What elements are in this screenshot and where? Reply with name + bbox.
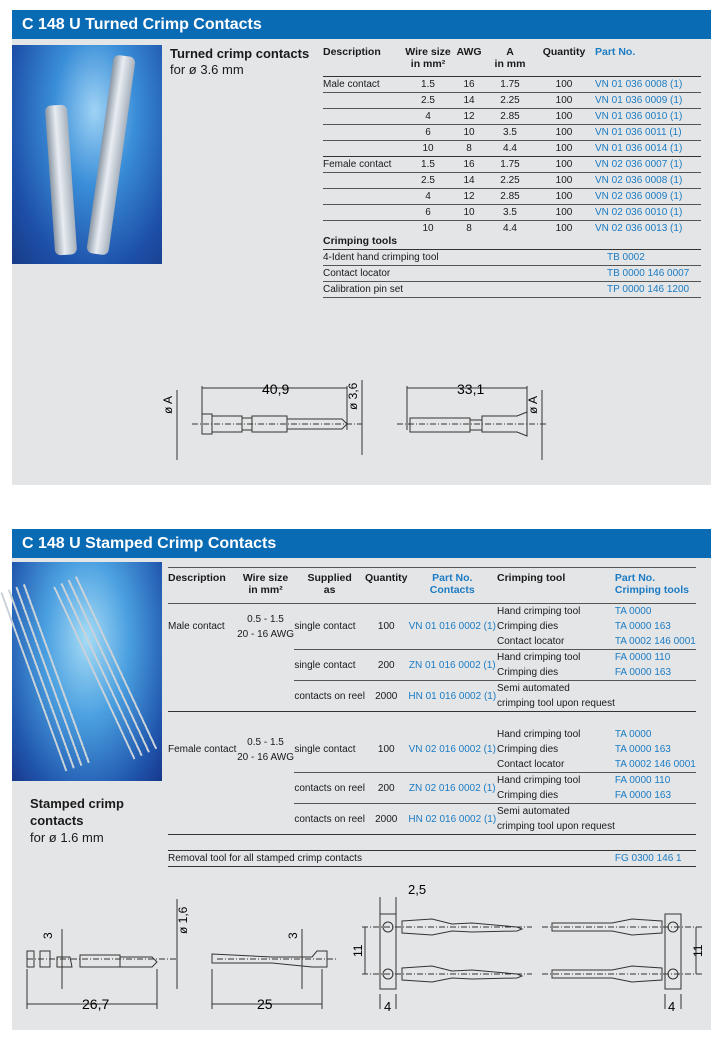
row-description: Male contact xyxy=(323,76,405,92)
table-row xyxy=(323,124,701,140)
turned-crimp-contacts-panel xyxy=(12,10,711,485)
header-description: Description xyxy=(168,572,226,584)
svg-text:26,7: 26,7 xyxy=(82,996,110,1012)
awg: 12 xyxy=(463,190,475,202)
header-part-tools: Part No. Crimping tools xyxy=(614,572,689,596)
crimping-tool: Crimping dies xyxy=(497,667,559,678)
wire-size: 2.5 xyxy=(421,94,435,106)
tool-part-link[interactable]: FA 0000 110 xyxy=(615,650,696,666)
table-row xyxy=(168,804,696,820)
a-mm: 2.25 xyxy=(500,94,520,106)
wire-size: 1.5 xyxy=(421,158,435,170)
quantity: 100 xyxy=(555,94,573,106)
table-row xyxy=(323,108,701,124)
svg-text:4: 4 xyxy=(384,999,392,1014)
tool-part-link[interactable] xyxy=(615,696,696,712)
quantity: 100 xyxy=(555,222,573,234)
tool-label: Contact locator xyxy=(323,268,391,279)
table-row xyxy=(168,604,696,620)
product-subtitle xyxy=(170,46,309,78)
part-number-link[interactable]: VN 01 036 0010 (1) xyxy=(595,110,683,122)
wire-size: 4 xyxy=(425,190,431,202)
part-number-link[interactable]: VN 01 036 0008 (1) xyxy=(595,78,683,90)
subtitle-bold: Turned crimp contacts xyxy=(170,46,310,61)
crimping-tool: Crimping dies xyxy=(497,621,559,632)
row-description-empty xyxy=(323,204,405,220)
section-title: C 148 U Turned Crimp Contacts xyxy=(12,10,711,39)
tool-part-link[interactable]: FA 0000 163 xyxy=(614,790,672,801)
table-row xyxy=(168,773,696,789)
wire-size: 1.5 xyxy=(421,78,435,90)
awg: 14 xyxy=(463,174,475,186)
turned-contacts-table xyxy=(323,46,701,236)
part-number-link[interactable]: HN 01 016 0002 (1) xyxy=(408,681,497,712)
part-number-link[interactable]: VN 02 036 0009 (1) xyxy=(595,190,683,202)
crimping-tools-table xyxy=(323,234,701,298)
tool-part-link[interactable] xyxy=(615,804,696,820)
awg: 14 xyxy=(463,94,475,106)
crimping-tool: Contact locator xyxy=(497,759,565,770)
tool-part-link[interactable]: TA 0000 xyxy=(614,729,652,740)
tool-part[interactable]: TB 0000 146 0007 xyxy=(607,268,690,279)
awg: 16 xyxy=(463,78,475,90)
tool-part[interactable]: TB 0002 xyxy=(607,252,645,263)
awg: 16 xyxy=(463,158,475,170)
removal-tool-part[interactable]: FG 0300 146 1 xyxy=(614,853,682,864)
tool-part-link[interactable]: FA 0000 163 xyxy=(614,667,672,678)
svg-text:33,1: 33,1 xyxy=(457,381,485,397)
quantity: 100 xyxy=(555,190,573,202)
header-crimping-tool: Crimping tool xyxy=(497,572,566,584)
tool-part-link[interactable]: FA 0000 110 xyxy=(615,773,696,789)
tool-part-link[interactable] xyxy=(615,819,696,835)
quantity: 100 xyxy=(377,621,395,632)
crimping-tool: crimping tool upon request xyxy=(497,821,615,832)
svg-text:ø 3,6: ø 3,6 xyxy=(346,382,360,410)
crimping-tool: crimping tool upon request xyxy=(497,698,615,709)
table-row xyxy=(168,727,696,742)
a-mm: 3.5 xyxy=(503,206,517,218)
table-row xyxy=(323,140,701,156)
table-row xyxy=(323,92,701,108)
header-wire-size: Wire size in mm² xyxy=(405,46,451,70)
wire-size: 6 xyxy=(425,206,431,218)
product-photo xyxy=(12,562,162,781)
tool-part[interactable]: TP 0000 146 1200 xyxy=(607,284,690,295)
crimping-tools-title: Crimping tools xyxy=(323,235,398,247)
awg: 8 xyxy=(466,222,472,234)
awg: 12 xyxy=(463,110,475,122)
wire-size: 10 xyxy=(422,222,434,234)
header-wire-size: Wire size in mm² xyxy=(242,572,289,596)
wire-size: 0.5 - 1.5 20 - 16 AWG xyxy=(237,613,294,640)
subtitle-text: for ø 1.6 mm xyxy=(30,830,104,845)
row-description-empty xyxy=(323,172,405,188)
crimping-tool: Semi automated xyxy=(497,681,615,697)
stamped-crimp-contacts-panel xyxy=(12,529,711,1030)
quantity: 100 xyxy=(555,206,573,218)
removal-tool-label: Removal tool for all stamped crimp contacts xyxy=(168,853,362,864)
svg-text:2,5: 2,5 xyxy=(408,882,427,897)
wire-size: 10 xyxy=(422,142,434,154)
tool-label: Calibration pin set xyxy=(323,284,404,295)
section-title: C 148 U Stamped Crimp Contacts xyxy=(12,529,711,558)
row-description: Female contact xyxy=(168,744,237,756)
row-description-empty xyxy=(323,124,405,140)
subtitle-text: for ø 3.6 mm xyxy=(170,62,244,77)
svg-text:3: 3 xyxy=(286,932,300,939)
header-part-no: Part No. xyxy=(595,46,636,58)
a-mm: 2.85 xyxy=(500,110,520,122)
tool-part-link[interactable]: TA 0000 163 xyxy=(614,744,671,755)
table-row xyxy=(323,156,701,172)
row-description-empty xyxy=(323,108,405,124)
wire-size: 4 xyxy=(425,110,431,122)
supplied-as: contacts on reel xyxy=(294,804,365,835)
part-number-link[interactable]: VN 01 036 0014 (1) xyxy=(595,142,683,154)
table-row xyxy=(168,681,696,697)
header-quantity: Quantity xyxy=(542,46,586,58)
svg-text:3: 3 xyxy=(41,932,55,939)
table-row xyxy=(323,204,701,220)
svg-text:11: 11 xyxy=(691,944,705,957)
row-description-empty xyxy=(323,140,405,156)
crimping-tool: Hand crimping tool xyxy=(497,606,581,617)
svg-text:11: 11 xyxy=(351,944,365,957)
part-number-link[interactable]: HN 02 016 0002 (1) xyxy=(408,804,497,835)
part-number-link[interactable]: ZN 02 016 0002 (1) xyxy=(408,773,497,804)
a-mm: 1.75 xyxy=(500,158,520,170)
subtitle-bold: contacts xyxy=(30,813,84,828)
stamped-contacts-table xyxy=(168,567,696,867)
supplied-as: contacts on reel xyxy=(294,681,365,712)
supplied-as: single contact xyxy=(294,744,356,755)
a-mm: 2.25 xyxy=(500,174,520,186)
part-number-link[interactable]: VN 01 016 0002 (1) xyxy=(408,621,496,632)
a-mm: 3.5 xyxy=(503,126,517,138)
supplied-as: single contact xyxy=(294,650,365,681)
awg: 10 xyxy=(463,206,475,218)
row-description-empty xyxy=(323,188,405,204)
part-number-link[interactable]: VN 02 036 0008 (1) xyxy=(595,174,683,186)
supplied-as: single contact xyxy=(294,621,356,632)
header-quantity: Quantity xyxy=(364,572,408,584)
crimping-tool: Hand crimping tool xyxy=(497,650,615,666)
tool-part-link[interactable]: TA 0000 163 xyxy=(614,621,671,632)
svg-text:25: 25 xyxy=(257,996,273,1012)
crimping-tool: Crimping dies xyxy=(497,744,559,755)
svg-text:40,9: 40,9 xyxy=(262,381,290,397)
quantity: 100 xyxy=(555,142,573,154)
table-row xyxy=(323,76,701,92)
svg-text:4: 4 xyxy=(668,999,676,1014)
table-row xyxy=(323,172,701,188)
header-part-contacts: Part No. Contacts xyxy=(429,572,475,596)
crimping-tool: Contact locator xyxy=(497,636,565,647)
tool-part-link[interactable] xyxy=(615,681,696,697)
svg-text:ø A: ø A xyxy=(161,395,175,414)
part-number-link[interactable]: VN 02 036 0007 (1) xyxy=(595,158,683,170)
a-mm: 4.4 xyxy=(503,222,517,234)
turned-contacts-drawing xyxy=(152,370,572,470)
quantity: 100 xyxy=(555,158,573,170)
header-description: Description xyxy=(323,46,381,58)
quantity: 2000 xyxy=(365,681,408,712)
awg: 8 xyxy=(466,142,472,154)
a-mm: 4.4 xyxy=(503,142,517,154)
wire-size: 6 xyxy=(425,126,431,138)
quantity: 100 xyxy=(555,78,573,90)
tool-part-link[interactable]: TA 0002 146 0001 xyxy=(614,759,696,770)
wire-size: 2.5 xyxy=(421,174,435,186)
table-row xyxy=(323,188,701,204)
quantity: 200 xyxy=(365,650,408,681)
row-description: Female contact xyxy=(323,156,405,172)
header-supplied: Supplied as xyxy=(307,572,352,596)
header-a: A in mm xyxy=(494,46,526,70)
part-number-link[interactable]: ZN 01 016 0002 (1) xyxy=(408,650,497,681)
subtitle-bold: Stamped crimp xyxy=(30,796,124,811)
product-photo xyxy=(12,45,162,264)
stamped-contacts-drawing xyxy=(12,859,711,1029)
quantity: 100 xyxy=(377,744,395,755)
tool-part-link[interactable]: TA 0000 xyxy=(614,606,652,617)
supplied-as: contacts on reel xyxy=(294,773,365,804)
header-awg: AWG xyxy=(456,46,482,58)
part-number-link[interactable]: VN 01 036 0011 (1) xyxy=(595,126,682,138)
quantity: 2000 xyxy=(365,804,408,835)
part-number-link[interactable]: VN 02 036 0010 (1) xyxy=(595,206,683,218)
tool-label: 4-Ident hand crimping tool xyxy=(323,252,439,263)
part-number-link[interactable]: VN 02 036 0013 (1) xyxy=(595,222,683,234)
crimping-tool: Hand crimping tool xyxy=(497,773,615,789)
row-description-empty xyxy=(323,92,405,108)
part-number-link[interactable]: VN 01 036 0009 (1) xyxy=(595,94,683,106)
crimping-tool: Crimping dies xyxy=(497,790,559,801)
svg-text:ø 1,6: ø 1,6 xyxy=(176,906,190,934)
part-number-link[interactable]: VN 02 016 0002 (1) xyxy=(408,744,496,755)
awg: 10 xyxy=(463,126,475,138)
crimping-tool: Hand crimping tool xyxy=(497,729,581,740)
a-mm: 1.75 xyxy=(500,78,520,90)
a-mm: 2.85 xyxy=(500,190,520,202)
svg-text:ø A: ø A xyxy=(526,395,540,414)
quantity: 100 xyxy=(555,110,573,122)
tool-part-link[interactable]: TA 0002 146 0001 xyxy=(614,636,696,647)
quantity: 100 xyxy=(555,126,573,138)
product-subtitle xyxy=(30,795,124,846)
quantity: 100 xyxy=(555,174,573,186)
row-description: Male contact xyxy=(168,621,225,633)
crimping-tool: Semi automated xyxy=(497,804,615,820)
quantity: 200 xyxy=(365,773,408,804)
table-row xyxy=(168,650,696,666)
wire-size: 0.5 - 1.5 20 - 16 AWG xyxy=(237,736,294,763)
